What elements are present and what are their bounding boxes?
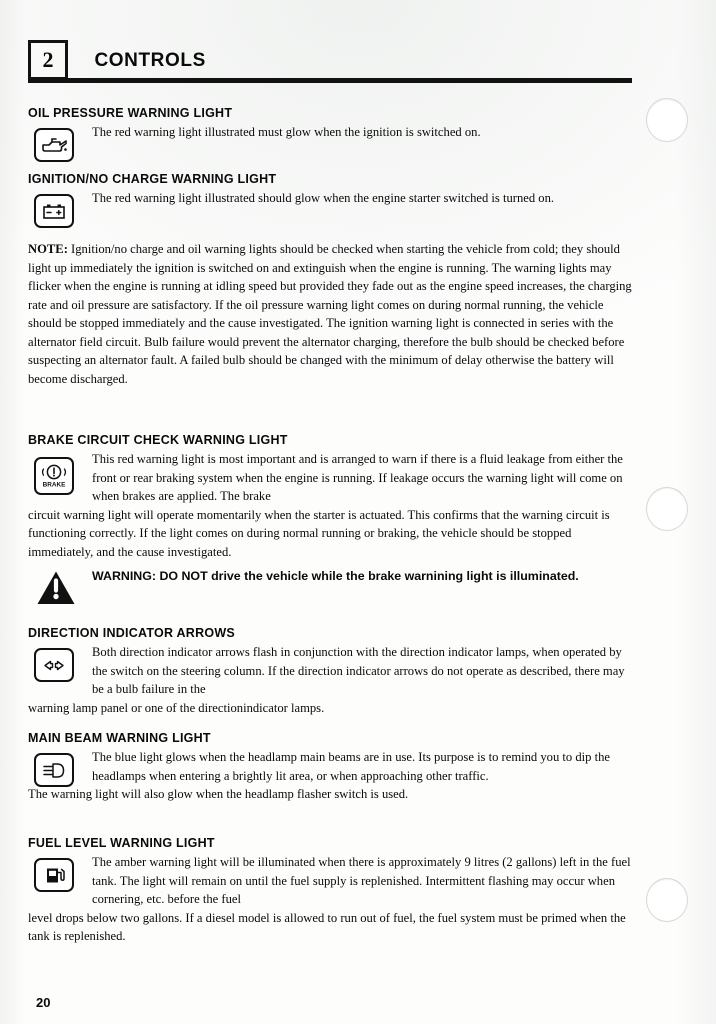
page-number: 20 <box>36 995 51 1010</box>
section-body-full: level drops below two gallons. If a diesel model is allowed to run out of fuel, the fuel system must be primed when the tank is replenished. <box>28 910 626 943</box>
section-body: The red warning light illustrated should glow when the engine starter switched is turned on. <box>92 191 555 205</box>
note-block <box>28 240 632 388</box>
chapter-header <box>28 40 632 80</box>
fuel-pump-icon <box>34 858 80 892</box>
section-body-indented: The blue light glows when the headlamp main beams are in use. Its purpose is to remind you to dip the headlamps when entering a brightly lit area, or when approaching other traffic. <box>92 750 610 783</box>
section-fuel-level <box>28 836 632 946</box>
note-text <box>28 240 632 388</box>
section-ignition-no-charge <box>28 172 632 208</box>
section-oil-pressure <box>28 106 632 142</box>
warning-block <box>28 568 632 586</box>
section-body-full: circuit warning light will operate momentarily when the starter is actuated. This confirms that the warning circuit is functioning correctly. If the light comes on during normal running or braking, the vehicle should be stopped immediately, and the cause investigated. <box>28 507 610 559</box>
main-beam-icon <box>34 753 80 787</box>
section-body-full: The warning light will also glow when the headlamp flasher switch is used. <box>28 787 409 801</box>
section-body: The red warning light illustrated must glow when the ignition is switched on. <box>92 125 481 139</box>
header-divider <box>28 78 632 83</box>
section-heading: DIRECTION INDICATOR ARROWS <box>28 626 235 640</box>
section-body-indented: The amber warning light will be illuminated when there is approximately 9 litres (2 gallons) left in the fuel tank. The light will remain on until the fuel supply is replenished. Intermittent flashing may occur when cornering, etc. before the fuel <box>92 855 631 906</box>
battery-icon <box>34 194 80 228</box>
section-heading: OIL PRESSURE WARNING LIGHT <box>28 106 233 120</box>
warning-triangle-icon <box>36 570 82 606</box>
section-heading: IGNITION/NO CHARGE WARNING LIGHT <box>28 172 277 186</box>
section-main-beam <box>28 731 632 804</box>
section-body-indented: This red warning light is most important and is arranged to warn if there is a fluid leakage from either the front or rear braking system when the engine is running. If leakage occurs the warning light will come on when brakes are applied. The brake <box>92 452 623 503</box>
note-label: NOTE: <box>28 242 68 256</box>
section-body-full: warning lamp panel or one of the directionindicator lamps. <box>28 700 325 715</box>
chapter-number: 2 <box>28 40 68 80</box>
brake-icon-label: BRAKE <box>42 481 66 489</box>
section-heading: MAIN BEAM WARNING LIGHT <box>28 731 211 745</box>
note-body: Ignition/no charge and oil warning lights should be checked when starting the vehicle from cold; they should light up immediately the ignition is switched on and extinguish when the engine is running. The warning lights may flicker when the engine is running at idling speed but provided they fade out as the engine speed increases, the charging rate and oil pressure are satisfactory. If the oil pressure warning light comes on during normal running, the vehicle should be stopped immediately and the cause investigated. The ignition warning light is connected in series with the alternator field circuit. Bulb failure would prevent the alternator charging, therefore the bulb should be checked before suspecting an alternator fault. A failed bulb should be changed with the minimum of delay otherwise the battery will become discharged. <box>28 242 632 386</box>
direction-arrows-icon <box>34 648 80 682</box>
section-body-indented: Both direction indicator arrows flash in conjunction with the direction indicator lamps, when operated by the switch on the steering column. If the direction indicator arrows do not operate as described, there may be a bulb failure in the <box>92 645 625 696</box>
page-title: CONTROLS <box>94 50 206 71</box>
warning-text: WARNING: DO NOT drive the vehicle while the brake warnining light is illuminated. <box>92 569 579 583</box>
brake-warning-icon <box>34 457 80 495</box>
oil-can-icon <box>34 128 80 162</box>
section-heading: BRAKE CIRCUIT CHECK WARNING LIGHT <box>28 433 288 447</box>
section-direction-indicator <box>28 626 632 717</box>
section-brake-circuit-check <box>28 433 632 561</box>
section-heading: FUEL LEVEL WARNING LIGHT <box>28 836 215 850</box>
